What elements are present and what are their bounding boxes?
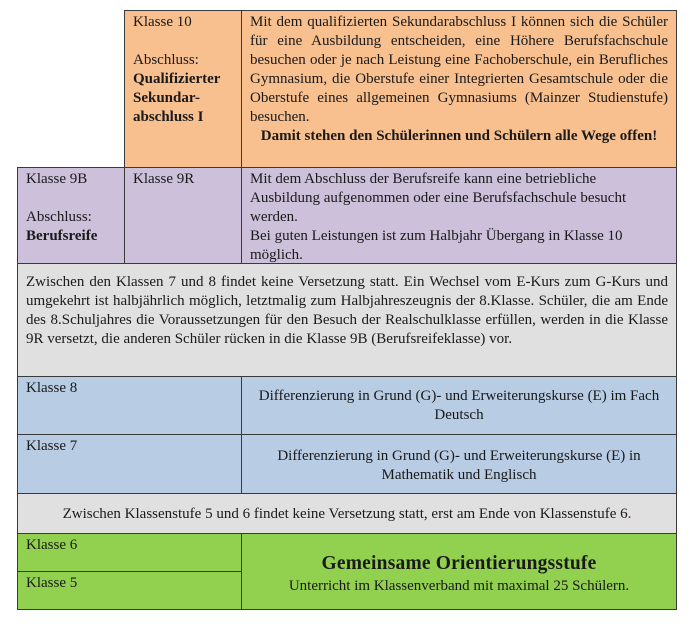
note-56-period: . <box>627 506 632 522</box>
k10-text-cell <box>241 10 677 168</box>
k10-abschluss-label: Abschluss: <box>133 52 199 68</box>
k8-label-cell <box>17 376 242 435</box>
k9b-label: Klasse 9B <box>26 171 88 187</box>
k8-text-cell <box>241 376 677 435</box>
k6-cell <box>17 533 242 572</box>
k7-label-cell <box>17 434 242 494</box>
k10-label-cell <box>124 10 242 168</box>
k10-bold-line: Damit stehen den Schülerinnen und Schülern alle Wege offen! <box>260 128 658 144</box>
k7-text-cell <box>241 434 677 494</box>
k7-text: Differenzierung in Grund (G)- und Erweiterungskurse (E) in Mathematik und Englisch <box>277 448 641 483</box>
k8-label: Klasse 8 <box>26 380 78 396</box>
k5-cell <box>17 571 242 610</box>
note-78-cell <box>17 263 677 377</box>
orient-title: Gemeinsame Orientierungsstufe <box>321 553 597 574</box>
k9b-abschluss-value: Berufsreife <box>26 228 98 244</box>
k5-label: Klasse 5 <box>26 575 78 591</box>
k9-text1: Mit dem Abschluss der Berufsreife kann eine betriebliche Ausbildung aufgenommen oder eine Berufsfachschule besucht werden. <box>250 171 627 225</box>
k10-abschluss-line2: Sekundar- <box>133 90 200 106</box>
k9b-abschluss-label: Abschluss: <box>26 209 92 225</box>
k9b-cell <box>17 167 125 264</box>
note-56: Zwischen Klassenstufe 5 und 6 findet keine Versetzung statt, erst am Ende von Klassenstufe 6 <box>62 506 628 522</box>
k8-text: Differenzierung in Grund (G)- und Erweiterungskurse (E) im Fach Deutsch <box>258 388 660 423</box>
k9r-cell <box>124 167 242 264</box>
k6-label: Klasse 6 <box>26 537 78 553</box>
orient-cell <box>241 533 677 610</box>
k9-text-cell <box>241 167 677 264</box>
note-78: Zwischen den Klassen 7 und 8 findet keine Versetzung statt. Ein Wechsel vom E-Kurs zum G-Kurs und umgekehrt ist halbjährlich möglich, letztmalig zum Halbjahreszeugnis der 8.Klasse. Schüler, die am Ende des 8.Schuljahres die Voraussetzungen für den Besuch der Realschulklasse erfüllen, werden in die Klasse 9R versetzt, die anderen Schüler rücken in die Klasse 9B (Berufsreifeklasse) vor. <box>26 274 668 347</box>
k10-label: Klasse 10 <box>133 14 192 30</box>
k10-abschluss-line3: abschluss I <box>133 109 204 125</box>
k9-text2: Bei guten Leistungen ist zum Halbjahr Übergang in Klasse 10 möglich. <box>250 228 623 263</box>
note-56-cell <box>17 493 677 534</box>
k9r-label: Klasse 9R <box>133 171 195 187</box>
k10-text: Mit dem qualifizierten Sekundarabschluss I können sich die Schüler für eine Ausbildung entscheiden, eine Höhere Berufsfachschule besuchen oder je nach Leistung eine Fachoberschule, ein Berufliches Gymnasium, die Oberstufe einer Integrierten Gesamtschule oder die Oberstufe eines allgemeinen Gymnasiums (Mainzer Studienstufe) besuchen. <box>250 14 668 125</box>
orient-subtitle: Unterricht im Klassenverband mit maximal 25 Schülern. <box>288 578 630 594</box>
k10-abschluss-line1: Qualifizierter <box>133 71 221 87</box>
k7-label: Klasse 7 <box>26 438 78 454</box>
